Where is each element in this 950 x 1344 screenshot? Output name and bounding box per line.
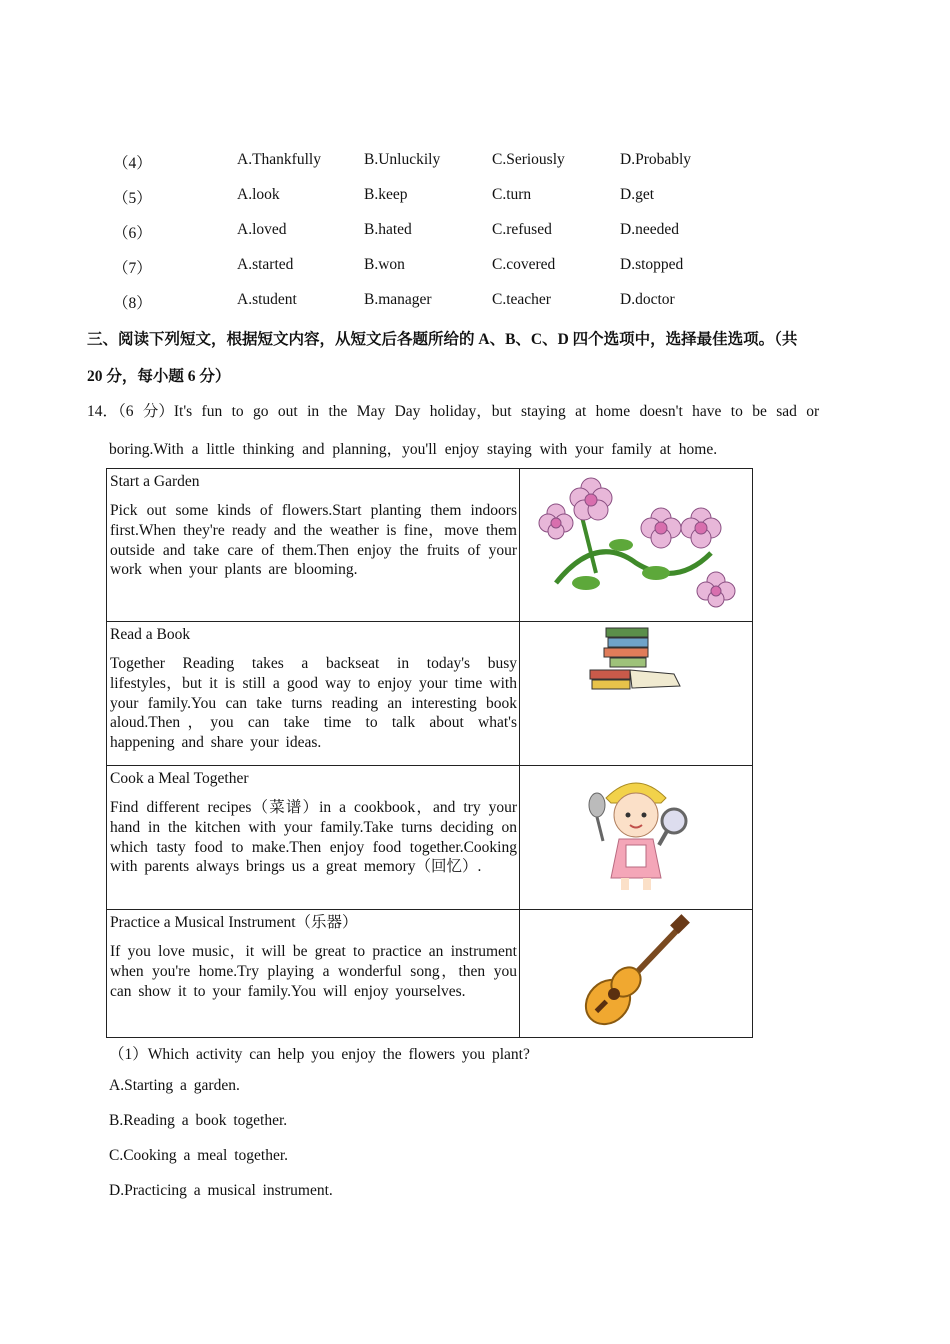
option-c[interactable]: C.turn (492, 186, 532, 203)
option-b[interactable]: B.manager (364, 291, 432, 308)
activity-row (107, 622, 753, 766)
girl-cooking-image (520, 766, 753, 910)
option-d[interactable]: D.doctor (620, 291, 675, 308)
option-d[interactable]: D.Probably (620, 151, 692, 168)
option-b[interactable]: B.keep (364, 186, 408, 203)
books-image (520, 622, 753, 766)
blank-number: （5） (113, 190, 152, 207)
flowers-image (520, 469, 753, 622)
option-a[interactable]: A.loved (237, 221, 287, 238)
activity-title: Start a Garden (110, 473, 200, 490)
answer-option-c[interactable]: C.Cooking a meal together. (109, 1147, 289, 1164)
option-a[interactable]: A.started (237, 256, 294, 273)
blank-number: （6） (113, 225, 152, 242)
option-d[interactable]: D.get (620, 186, 655, 203)
activity-row (107, 766, 753, 910)
option-b[interactable]: B.Unluckily (364, 151, 441, 168)
blank-number: （7） (113, 260, 152, 277)
blank-number: （4） (113, 155, 152, 172)
option-a[interactable]: A.student (237, 291, 297, 308)
option-c[interactable]: C.Seriously (492, 151, 565, 168)
guitar-image (520, 910, 753, 1038)
question-intro-cont: boring.With a little thinking and planning，you'll enjoy staying with your family at home. (109, 441, 718, 458)
blank-number: （8） (113, 295, 152, 312)
activity-title: Read a Book (110, 626, 191, 643)
activity-title: Cook a Meal Together (110, 770, 249, 787)
section-heading: 三、阅读下列短文，根据短文内容，从短文后各题所给的 A、B、C、D 四个选项中，选择最佳选项。（共 (87, 331, 798, 348)
section-heading-cont: 20 分，每小题 6 分） (87, 368, 231, 385)
activities-table (106, 468, 753, 1038)
option-c[interactable]: C.teacher (492, 291, 551, 308)
answer-option-d[interactable]: D.Practicing a musical instrument. (109, 1182, 333, 1199)
option-a[interactable]: A.Thankfully (237, 151, 321, 168)
option-d[interactable]: D.stopped (620, 256, 684, 273)
option-c[interactable]: C.refused (492, 221, 552, 238)
activity-row (107, 469, 753, 622)
answer-option-a[interactable]: A.Starting a garden. (109, 1077, 240, 1094)
activity-body: Pick out some kinds of flowers.Start planting them indoors first.When they're ready and the weather is fine，move them outside and take care of them.Then enjoy the fruits of your work when your plants are blooming. (110, 502, 517, 579)
activity-body: Together Reading takes a backseat in today's busy lifestyles，but it is still a good way to enjoy your time with your family.You can take turns reading an interesting book aloud.Then，you can take time to talk about what's happening and share your ideas. (110, 655, 517, 752)
question-intro: 14．（6 分）It's fun to go out in the May Day holiday，but staying at home doesn't have to be sad or (87, 403, 820, 420)
option-c[interactable]: C.covered (492, 256, 556, 273)
option-a[interactable]: A.look (237, 186, 280, 203)
activity-row (107, 910, 753, 1038)
option-b[interactable]: B.hated (364, 221, 412, 238)
option-b[interactable]: B.won (364, 256, 405, 273)
activity-body: If you love music，it will be great to practice an instrument when you're home.Try playing a wonderful song，then you can show it to your family.You will enjoy yourselves. (110, 943, 517, 1000)
option-d[interactable]: D.needed (620, 221, 679, 238)
sub-question: （1）Which activity can help you enjoy the flowers you plant? (109, 1046, 530, 1063)
activity-body: Find different recipes（菜谱）in a cookbook，and try your hand in the kitchen with your family.Take turns deciding on which tasty food to make.Then enjoy food together.Cooking with parents always brings us a great memory（回忆）. (110, 799, 517, 876)
activity-title: Practice a Musical Instrument（乐器） (110, 914, 358, 931)
answer-option-b[interactable]: B.Reading a book together. (109, 1112, 288, 1129)
